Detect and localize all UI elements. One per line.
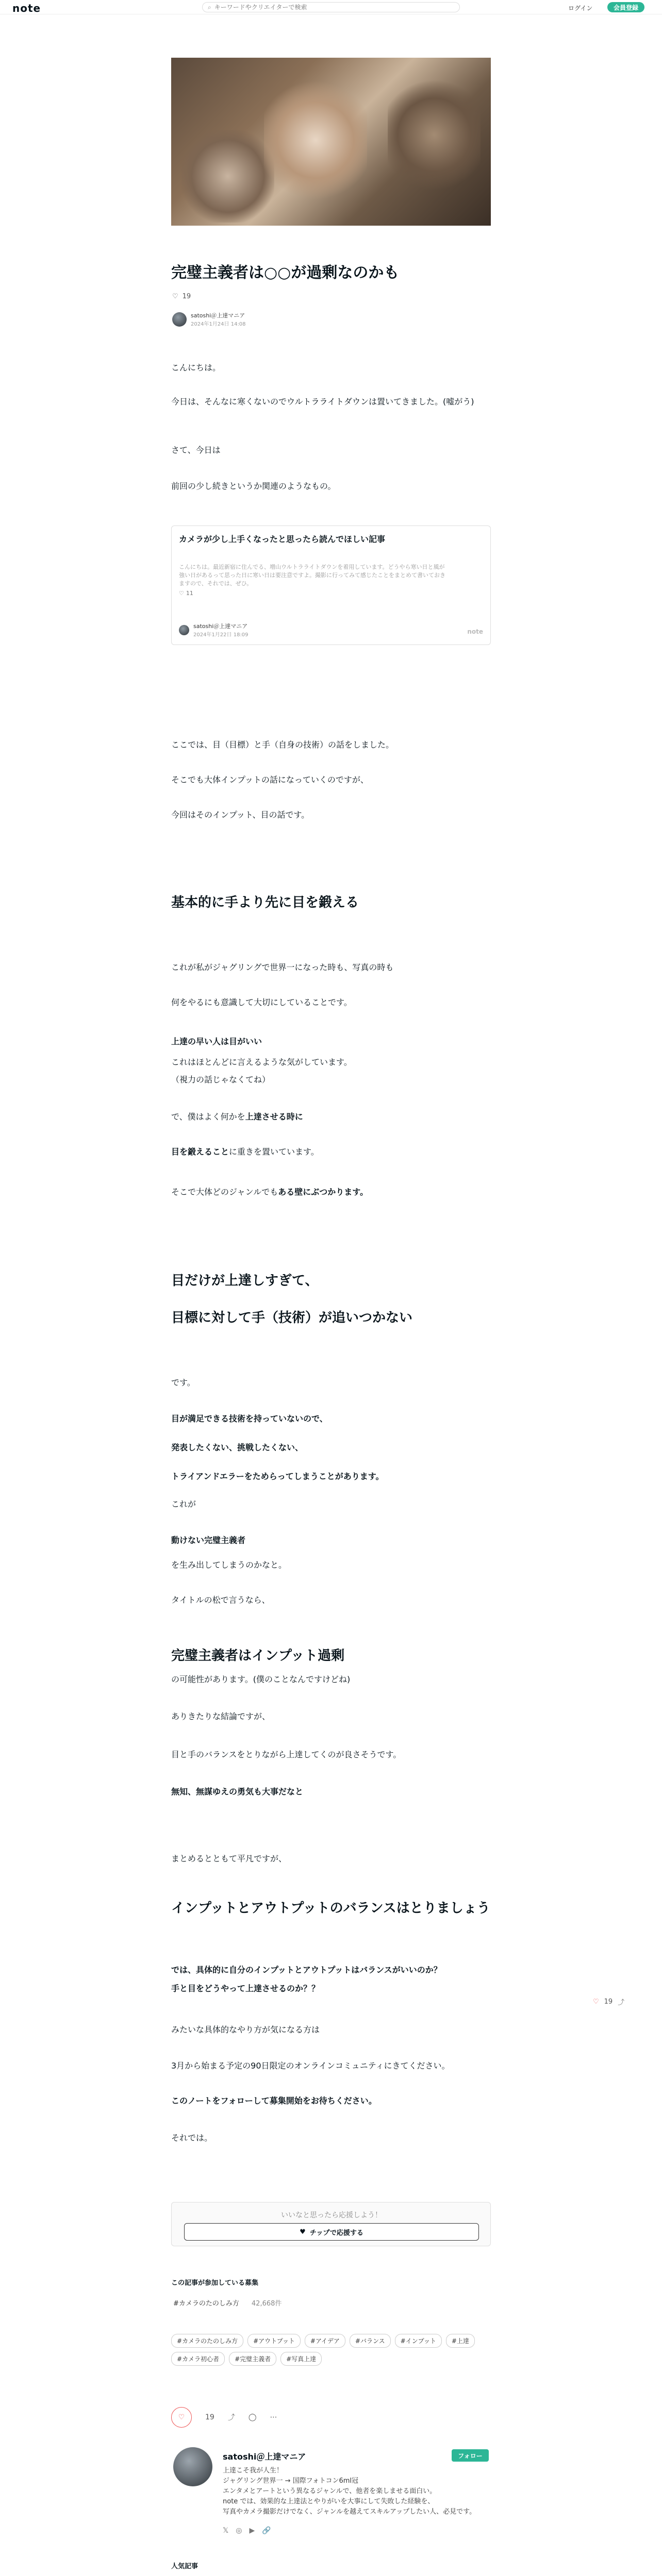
like-count: 19	[205, 2413, 214, 2421]
section-heading: 目標に対して手（技術）が追いつかない	[171, 1310, 413, 1326]
paragraph: を生み出してしまうのかなと。	[171, 1560, 287, 1570]
section-heading: インプットとアウトプットのバランスはとりましょう	[171, 1901, 490, 1916]
site-header	[0, 0, 662, 14]
paragraph: そこでも大体インプットの話になっていくのですが、	[171, 775, 369, 785]
paragraph: このノートをフォローして募集開始をお待ちください。	[171, 2096, 377, 2106]
article-author[interactable]	[172, 311, 246, 327]
paragraph: 目が満足できる技術を持っていないので、	[171, 1414, 328, 1423]
paragraph: これが	[171, 1499, 196, 1509]
avatar[interactable]	[172, 312, 187, 327]
tag[interactable]: #アイデア	[305, 2334, 345, 2348]
social-links	[223, 2527, 271, 2535]
tag[interactable]: #完璧主義者	[229, 2352, 276, 2366]
section-heading: 基本的に手より先に目を鍛える	[171, 895, 359, 910]
embedded-article-card[interactable]	[171, 526, 491, 645]
tag[interactable]: #カメラ初心者	[171, 2352, 225, 2366]
paragraph: それでは。	[171, 2133, 213, 2143]
paragraph: 手と目をどうやって上達させるのか？？	[171, 1984, 320, 1993]
floating-actions: ♡ 19 ⤴	[593, 1998, 625, 2007]
magazine-count: 42,668件	[251, 2300, 282, 2308]
youtube-icon[interactable]: ▶	[249, 2527, 255, 2535]
paragraph: こんにちは。	[171, 363, 221, 372]
comment-icon[interactable]: ◯	[248, 2413, 257, 2421]
paragraph: の可能性があります。(僕のことなんですけどね)	[171, 1674, 351, 1684]
tip-heart-icon: ♥	[300, 2228, 306, 2236]
popular-heading: 人気記事	[171, 2563, 198, 2570]
paragraph: （視力の話じゃなくてね）	[171, 1075, 271, 1084]
tip-button[interactable]: ♥ チップで応援する	[184, 2223, 479, 2241]
share-icon[interactable]: ⤴	[618, 1999, 625, 2007]
x-icon[interactable]: 𝕏	[223, 2527, 229, 2535]
paragraph: 前回の少し続きというか関連のようなもの。	[171, 481, 336, 491]
tag-list	[171, 2334, 491, 2366]
paragraph: これはほとんどに言えるような気がしています。	[171, 1057, 352, 1067]
paragraph: これが私がジャグリングで世界一になった時も、写真の時も	[171, 962, 394, 972]
embed-likes: ♡ 11	[179, 590, 193, 597]
paragraph: では、具体的に自分のインプットとアウトプットはバランスがいいのか？	[171, 1965, 442, 1975]
heart-icon: ♡	[179, 590, 184, 597]
embed-title[interactable]: カメラが少し上手くなったと思ったら読んでほしい記事	[179, 534, 386, 544]
tag[interactable]: #写真上達	[280, 2352, 322, 2366]
section-heading: 目だけが上達しすぎて、	[171, 1273, 319, 1289]
paragraph: 動けない完璧主義者	[171, 1535, 246, 1545]
magazine-entry[interactable]	[173, 2298, 282, 2308]
avatar	[179, 625, 189, 635]
tag[interactable]: #インプット	[395, 2334, 442, 2348]
author-profile	[171, 2447, 491, 2535]
paragraph: タイトルの松で言うなら、	[171, 1595, 270, 1605]
tag[interactable]: #アウトプット	[247, 2334, 301, 2348]
search-bar[interactable]	[202, 2, 460, 12]
paragraph: さて、今日は	[171, 445, 221, 455]
embed-author: satoshi＠上達マニア 2024年1月22日 18:09	[179, 622, 249, 638]
paragraph: 3月から始まる予定の90日限定のオンラインコミュニティにきてください。	[171, 2061, 450, 2071]
paragraph: みたいな具体的なやり方が気になる方は	[171, 2025, 320, 2035]
login-link[interactable]: ログイン	[568, 5, 593, 12]
paragraph: そこで大体どのジャンルでもある壁にぶつかります。	[171, 1187, 369, 1197]
signup-button[interactable]: 会員登録	[607, 2, 644, 12]
paragraph: 今回はそのインプット、目の話です。	[171, 810, 310, 820]
section-heading: 完璧主義者はインプット過剰	[171, 1648, 345, 1664]
note-logo[interactable]: note	[12, 2, 41, 14]
search-icon: ⌕	[208, 3, 211, 11]
paragraph: まとめるとともて平凡ですが、	[171, 1854, 287, 1863]
share-icon[interactable]: ⤴	[227, 2414, 235, 2422]
article-title: 完璧主義者は○○が過剰なのかも	[171, 264, 400, 282]
paragraph: トライアンドエラーをためらってしまうことがあります。	[171, 1471, 384, 1481]
support-question: いいなと思ったら応援しよう！	[281, 2211, 382, 2219]
tag[interactable]: #バランス	[350, 2334, 391, 2348]
paragraph: ここでは、目（目標）と手（自身の技術）の話をしました。	[171, 740, 394, 750]
heart-icon[interactable]: ♡	[593, 1998, 599, 2006]
tag[interactable]: #カメラのたのしみ方	[171, 2334, 243, 2348]
magazine-heading: この記事が参加している募集	[171, 2279, 259, 2287]
paragraph: ありきたりな結論ですが、	[171, 1711, 271, 1721]
embed-excerpt: こんにちは。最近新宿に住んでる、増山ウルトラライトダウンを着用しています。どうやら寒い日と風が強い日があるって思った日に寒い日は要注意ですよ。撮影に行ってみて感じたことをまとめて書いておきますので、それでは、ぜひ。	[179, 564, 445, 587]
note-logo: note	[467, 628, 483, 635]
tag[interactable]: #上達	[446, 2334, 475, 2348]
instagram-icon[interactable]: ◎	[236, 2527, 242, 2535]
search-input[interactable]	[214, 4, 441, 11]
hero-image	[171, 58, 491, 226]
author-name[interactable]: satoshi＠上達マニア	[191, 312, 245, 319]
paragraph: 目を鍛えることに重きを置いています。	[171, 1147, 319, 1157]
article-likes: ♡ 19	[172, 293, 191, 300]
profile-name[interactable]: satoshi＠上達マニア	[223, 2452, 306, 2462]
follow-button[interactable]: フォロー	[452, 2449, 489, 2462]
like-button[interactable]	[171, 2407, 192, 2428]
article-actions	[171, 2407, 277, 2428]
paragraph: 何をやるにも意識して大切にしていることです。	[171, 997, 352, 1007]
heart-icon[interactable]: ♡	[172, 293, 178, 300]
link-icon[interactable]: 🔗	[262, 2527, 271, 2535]
more-icon[interactable]: ⋯	[270, 2413, 277, 2421]
paragraph: で、僕はよく何かを上達させる時に	[171, 1112, 303, 1122]
paragraph: 無知、無謀ゆえの勇気も大事だなと	[171, 1787, 304, 1797]
support-box	[171, 2202, 491, 2246]
profile-bio: 上達こそ我が人生！ ジャグリング世界一 → 国際フォトコン6ml冠 エンタメとアートという異なるジャンルで、他者を楽しませる面白い。 note では、効果的な上達法とやりがいを大事にして失敗した経験を、 写真やカメラ撮影だけでなく、ジャンルを越えてスキルアップしたい人、必見です。	[223, 2467, 476, 2516]
heart-icon: ♡	[178, 2413, 185, 2421]
paragraph: 目と手のバランスをとりながら上達してくのが良さそうです。	[171, 1750, 402, 1759]
magazine-name[interactable]: #カメラのたのしみ方	[173, 2300, 239, 2308]
publish-date: 2024年1月24日 14:08	[191, 321, 246, 327]
paragraph: 上達の早い人は目がいい	[171, 1037, 262, 1046]
paragraph: 発表したくない、挑戦したくない、	[171, 1443, 304, 1452]
avatar[interactable]	[173, 2447, 212, 2486]
paragraph: です。	[171, 1378, 195, 1387]
paragraph: 今日は、そんなに寒くないのでウルトラライトダウンは置いてきました。(嘘がう)	[171, 397, 474, 406]
